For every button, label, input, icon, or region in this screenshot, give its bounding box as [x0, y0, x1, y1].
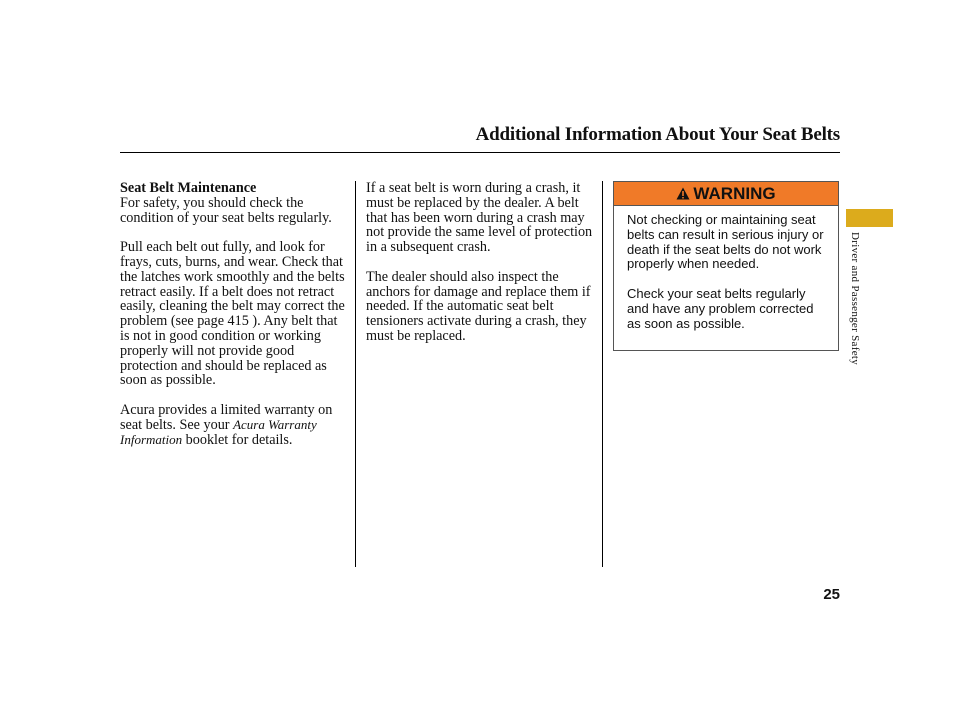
warning-paragraph-1: Not checking or maintaining seat belts can result in serious injury or death if the seat belts do not work properly when needed. — [627, 212, 824, 272]
warning-body — [614, 206, 838, 331]
warning-box — [613, 181, 839, 351]
column-divider-1 — [355, 181, 356, 567]
warning-paragraph-2: Check your seat belts regularly and have any problem corrected as soon as possible. — [627, 285, 814, 331]
column-divider-2 — [602, 181, 603, 567]
section-side-label: Driver and Passenger Safety — [849, 232, 861, 366]
column-middle — [366, 181, 598, 359]
paragraph-crash-replacement: If a seat belt is worn during a crash, it must be replaced by the dealer. A belt that has been worn during a crash may not provide the same level of protection in a subsequent crash. — [366, 180, 593, 256]
page-number: 25 — [823, 586, 840, 603]
warning-triangle-icon — [676, 187, 690, 200]
warning-header — [614, 182, 838, 206]
section-heading: Seat Belt Maintenance — [120, 180, 257, 196]
title-divider — [120, 152, 840, 153]
paragraph-text: For safety, you should check the condition of your seat belts regularly. — [120, 194, 332, 226]
paragraph-maintenance-intro — [120, 181, 350, 225]
paragraph-inspection: Pull each belt out fully, and look for frays, cuts, burns, and wear. Check that the latches work smoothly and the belts retract easily. If a belt does not retract easily, cleaning the belt may correct the problem (see page 415 ). Any belt that is not in good condition or working properly will not provide good protection and should be replaced as soon as possible. — [120, 239, 345, 389]
column-left — [120, 181, 350, 462]
warranty-text-end: booklet for details. — [182, 431, 293, 448]
warranty-text-start: Acura provides a limited warranty on seat belts. See your — [120, 401, 333, 433]
page-title: Additional Information About Your Seat Belts — [475, 124, 840, 145]
paragraph-warranty — [120, 403, 350, 447]
section-tab — [846, 209, 893, 227]
paragraph-dealer-inspection: The dealer should also inspect the anchors for damage and replace them if needed. If the automatic seat belt tensioners activate during a crash, they must be replaced. — [366, 268, 591, 344]
warranty-booklet-title: Acura Warranty Information — [120, 416, 317, 447]
warning-label: WARNING — [693, 183, 776, 203]
